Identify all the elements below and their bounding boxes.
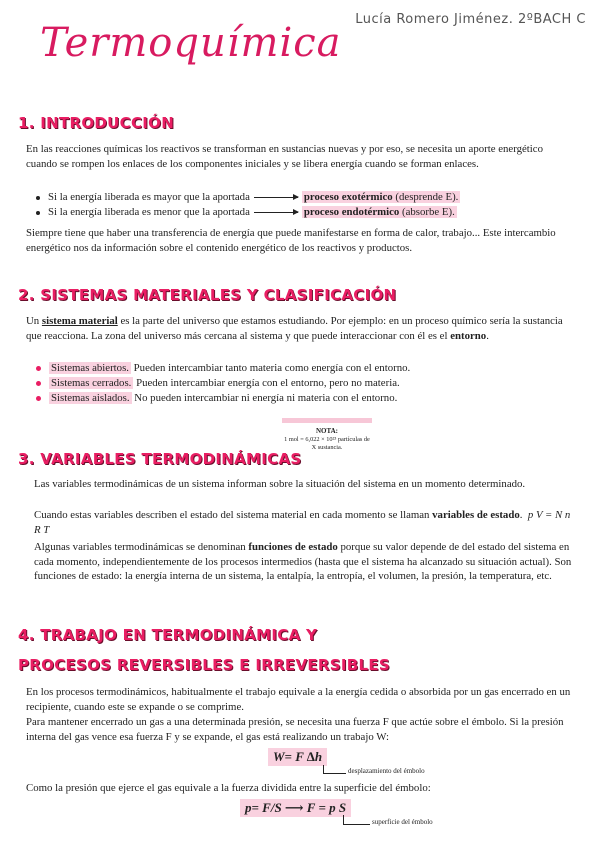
pressure-formula-note: superficie del émbolo xyxy=(372,818,433,826)
sec4-paragraph-2: Para mantener encerrado un gas a una determinada presión, se necesita una fuerza F que actúe sobre el émbolo. Si la presión interna del gas vence esa fuerza F y se expande, el gas está realizando un trabajo W: xyxy=(26,716,564,743)
bullet-text: Si la energía liberada es menor que la aportada xyxy=(48,206,250,218)
annotation-line xyxy=(323,765,346,774)
sec1-bullet-endothermic xyxy=(36,205,457,219)
term-funciones-de-estado: funciones de estado xyxy=(248,541,338,553)
sec2-paragraph-1: Un sistema material es la parte del universo que estamos estudiando. Por ejemplo: en un proceso químico sería la sustancia que reacciona. La zona del universo más cercana al sistema y que puede interaccionar con él es el entorno. xyxy=(26,315,563,342)
list-item xyxy=(36,376,400,390)
list-item-term: Sistemas aislados. xyxy=(51,392,130,404)
endothermic-note: (absorbe E). xyxy=(402,206,455,218)
work-formula-note: desplazamiento del émbolo xyxy=(348,767,425,775)
author-name: Lucía Romero Jiménez. 2ºBACH C xyxy=(355,12,586,27)
side-note-text: 1 mol = 6,022 × 10²³ partículas de X sustancia. xyxy=(284,435,370,451)
list-item-term: Sistemas abiertos. xyxy=(51,362,129,374)
sec3-paragraph-3: Algunas variables termodinámicas se denominan funciones de estado porque su valor depende de del estado del sistema en cada momento, independientemente de los procesos intermedios (hasta que el sistema ha alcanzado su situación actual). Son funciones de estado: la energía interna de un sistema, la entalpía, la entropía, el volumen, la presión, la temperatura, etc. xyxy=(34,541,572,582)
section-1-heading: 1. INTRODUCCIÓN xyxy=(18,114,175,132)
work-formula: W= F ∆h xyxy=(268,748,327,766)
exothermic-note: (desprende E). xyxy=(395,191,459,203)
pressure-formula: p= F/S ⟶ F = p S xyxy=(240,799,351,817)
term-variables-de-estado: variables de estado xyxy=(432,509,520,521)
sec1-paragraph-1: En las reacciones químicas los reactivos se transforman en sustancias nuevas y por eso, se necesita un aporte energético cuando se rompen los enlaces de los componentes iniciales y se libera energía cuando se forman enlaces. xyxy=(26,143,543,170)
bullet-dot xyxy=(36,211,40,215)
bullet-dot xyxy=(36,196,40,200)
section-4-heading-line-1: 4. TRABAJO EN TERMODINÁMICA Y xyxy=(18,626,318,644)
sec3-paragraph-2: Cuando estas variables describen el estado del sistema material en cada momento se llaman variables de estado. p V = N n R T xyxy=(34,509,571,536)
bullet-dot xyxy=(36,396,41,401)
endothermic-highlight xyxy=(302,206,457,218)
bullet-dot xyxy=(36,381,41,386)
list-item-text: Pueden intercambiar tanto materia como energía con el entorno. xyxy=(133,362,411,374)
bullet-text: Si la energía liberada es mayor que la aportada xyxy=(48,191,250,203)
annotation-line xyxy=(343,815,370,825)
sec4-paragraph-1: En los procesos termodinámicos, habitualmente el trabajo equivale a la energía cedida o absorbida por un gas encerrado en un recipiente, cuando este se expande o se comprime. xyxy=(26,686,571,713)
list-item xyxy=(36,361,410,375)
sec4-paragraph-3: Como la presión que ejerce el gas equivale a la fuerza dividida entre la superficie del émbolo: xyxy=(26,782,431,794)
side-note-title: NOTA: xyxy=(315,427,339,435)
term-entorno: entorno xyxy=(450,329,487,342)
section-2-heading: 2. SISTEMAS MATERIALES Y CLASIFICACIÓN xyxy=(18,286,397,304)
page-title: Termoquímica xyxy=(40,20,342,66)
term-sistema-material: sistema material xyxy=(41,315,118,327)
endothermic-term: proceso endotérmico xyxy=(303,206,400,218)
ideal-gas-formula: p V = N n R T xyxy=(34,509,571,536)
arrow-icon xyxy=(254,197,298,198)
arrow-icon xyxy=(254,212,298,213)
exothermic-highlight xyxy=(302,191,461,203)
list-item-text: No pueden intercambiar ni energía ni materia con el entorno. xyxy=(134,392,398,404)
bullet-dot xyxy=(36,366,41,371)
sec1-paragraph-2: Siempre tiene que haber una transferencia de energía que puede manifestarse en forma de calor, trabajo... Este intercambio energético nos da información sobre el contenido energético de los reactivos y productos. xyxy=(26,227,556,254)
side-note xyxy=(282,418,372,453)
list-item-text: Pueden intercambiar energía con el entorno, pero no materia. xyxy=(136,377,400,389)
section-4-heading-line-2: PROCESOS REVERSIBLES E IRREVERSIBLES xyxy=(18,656,391,674)
sec3-paragraph-1: Las variables termodinámicas de un sistema informan sobre la situación del sistema en un momento determinado. xyxy=(34,478,526,490)
section-3-heading: 3. VARIABLES TERMODINÁMICAS xyxy=(18,450,302,468)
list-item xyxy=(36,391,397,405)
list-item-term: Sistemas cerrados. xyxy=(51,377,132,389)
exothermic-term: proceso exotérmico xyxy=(303,191,393,203)
sec1-bullet-exothermic xyxy=(36,190,460,204)
